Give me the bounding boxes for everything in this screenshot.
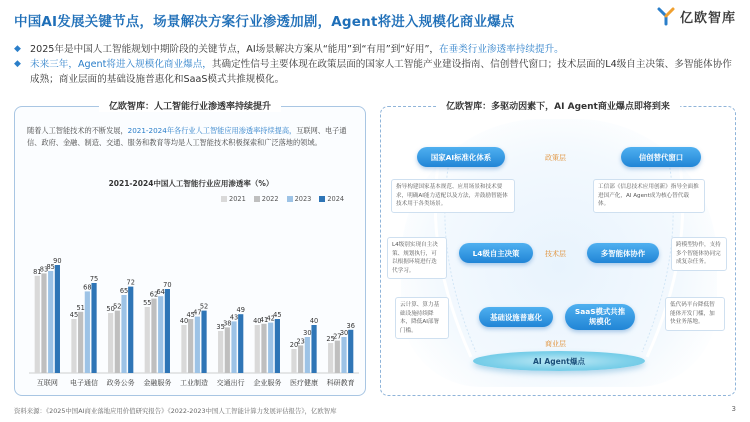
xinchuang-pill: 信创替代窗口 bbox=[621, 147, 701, 167]
bar-value-label: 62 bbox=[149, 290, 159, 299]
penetration-card-title: 亿欧智库：人工智能行业渗透率持续提升 bbox=[99, 99, 281, 112]
x-tick-label: 医疗健康 bbox=[290, 379, 318, 387]
agent-drivers-title: 亿欧智库：多驱动因素下，AI Agent商业爆点即将到来 bbox=[436, 99, 680, 112]
bar-value-label: 40 bbox=[253, 317, 262, 325]
x-tick-label: 电子通信 bbox=[70, 379, 98, 387]
chart-title: 2021-2024中国人工智能行业应用渗透率（%） bbox=[108, 179, 274, 188]
page-title: 中国AI发展关键节点，场景解决方案行业渗透加剧，Agent将进入规模化商业爆点 bbox=[14, 14, 515, 30]
legend-label: 2021 bbox=[229, 195, 246, 203]
bullet1-highlight: 在垂类行业渗透率持续提升。 bbox=[439, 44, 564, 55]
bar-value-label: 50 bbox=[106, 305, 115, 313]
legend-label: 2023 bbox=[294, 195, 312, 203]
legend-item bbox=[221, 195, 246, 203]
saas-pill-line2: 规模化 bbox=[588, 317, 612, 326]
agent-base-label: AI Agent爆点 bbox=[532, 357, 586, 366]
x-tick-label: 金融服务 bbox=[143, 379, 172, 387]
infra-pill: 基础设施普惠化 bbox=[479, 307, 553, 327]
bar-value-label: 35 bbox=[216, 323, 225, 331]
bar bbox=[158, 296, 163, 373]
bar bbox=[341, 337, 346, 373]
bar bbox=[78, 312, 83, 373]
x-tick-label: 企业服务 bbox=[253, 379, 282, 387]
x-tick-label: 工业制造 bbox=[180, 379, 208, 387]
agent-drivers-card bbox=[380, 102, 736, 396]
saas-pill bbox=[565, 304, 635, 330]
bar bbox=[305, 337, 310, 373]
bullet2-rest: 其确定性信号主要体现在政策层面的国家人工智能产业建设指南、信创替代窗口；技术层面的L4级自主决策、多智能体协作成熟；商业层面的基础设施普惠化和SaaS模式共推规模化。 bbox=[30, 59, 732, 85]
bar bbox=[85, 291, 90, 373]
bar bbox=[71, 319, 76, 373]
bar bbox=[238, 314, 243, 373]
bar-value-label: 38 bbox=[223, 319, 232, 328]
legend-item bbox=[254, 195, 279, 203]
bullet-item bbox=[14, 42, 736, 57]
bar bbox=[188, 319, 193, 373]
legend-swatch bbox=[221, 196, 227, 202]
bar bbox=[298, 345, 303, 373]
bar bbox=[35, 276, 40, 373]
bar-value-label: 27 bbox=[333, 332, 342, 341]
bar-value-label: 49 bbox=[236, 306, 245, 315]
bar-value-label: 51 bbox=[76, 303, 85, 312]
x-tick-label: 交通出行 bbox=[216, 379, 245, 387]
bar bbox=[218, 331, 223, 373]
bar-value-label: 20 bbox=[289, 341, 299, 349]
bar bbox=[335, 341, 340, 373]
business-layer-label: 商业层 bbox=[545, 340, 566, 348]
bar-value-label: 30 bbox=[339, 329, 349, 337]
bar-value-label: 41 bbox=[259, 315, 269, 324]
bar-value-label: 43 bbox=[229, 313, 239, 322]
national-ai-standard-pill: 国家AI标准化体系 bbox=[417, 147, 505, 167]
bar bbox=[108, 313, 113, 373]
bar-value-label: 68 bbox=[83, 283, 92, 292]
legend-item bbox=[287, 195, 312, 203]
multi-agent-pill: 多智能体协作 bbox=[587, 243, 659, 263]
bar bbox=[115, 311, 120, 373]
tech-left-note: L4级别实现自主决策、规划执行，可以根据环境进行迭代学习。 bbox=[387, 237, 447, 279]
bar bbox=[291, 349, 296, 373]
bar bbox=[328, 343, 333, 373]
policy-left-note: 指导构建国家基本规范、应用场景和技术要求，明确AI能力适配以及方法，并鼓励智能体技术用于各类场景。 bbox=[391, 179, 515, 213]
legend-swatch bbox=[319, 196, 325, 202]
bullet-item bbox=[14, 57, 736, 87]
source-note: 资料来源：《2025中国AI商业落地应用价值研究报告》《2022-2023中国人工智能计算力发展评估报告》，亿欧智库 bbox=[14, 407, 337, 415]
intro-rest: 互联网、电子通信、政府、金融、制造、交通、服务和教育等均是人工智能技术积极探索和广泛落地的领域。 bbox=[27, 126, 347, 147]
bar-value-label: 75 bbox=[89, 275, 99, 283]
legend-swatch bbox=[254, 196, 260, 202]
x-tick-label: 政务公务 bbox=[106, 379, 135, 387]
bar-value-label: 64 bbox=[156, 288, 165, 297]
summary-bullets bbox=[14, 42, 736, 87]
brand-logo bbox=[656, 6, 736, 26]
page-number: 3 bbox=[731, 405, 736, 413]
bar-value-label: 52 bbox=[113, 302, 122, 311]
biz-left-note: 云计算、算力基础设施持续降本，降低AI部署门槛。 bbox=[395, 297, 449, 339]
bar bbox=[195, 317, 200, 373]
bar bbox=[151, 299, 156, 373]
bar-value-label: 90 bbox=[53, 257, 62, 265]
bar-value-label: 70 bbox=[163, 281, 172, 289]
diamond-bullet-icon: ◆ bbox=[14, 59, 21, 69]
bar-value-label: 42 bbox=[266, 314, 275, 323]
bar bbox=[41, 273, 46, 373]
bar bbox=[145, 307, 150, 373]
bar bbox=[231, 321, 236, 373]
bar-chart bbox=[15, 203, 367, 393]
logo-text: 亿欧智库 bbox=[679, 10, 736, 26]
legend-item bbox=[319, 195, 344, 203]
diamond-bullet-icon: ◆ bbox=[14, 44, 21, 54]
policy-right-note: 工信部《信息技术应用创新》指导全面推进国产化，AI Agent成为核心替代载体。 bbox=[593, 179, 705, 213]
intro-prefix: 随着人工智能技术的不断发展， bbox=[27, 126, 128, 135]
x-tick-label: 科研教育 bbox=[326, 379, 355, 387]
legend-swatch bbox=[287, 196, 293, 202]
logo-icon bbox=[656, 6, 676, 26]
bar-value-label: 45 bbox=[273, 311, 282, 319]
bar-value-label: 45 bbox=[186, 311, 195, 319]
bar bbox=[268, 323, 273, 373]
bar-value-label: 47 bbox=[193, 308, 202, 317]
bar-value-label: 65 bbox=[119, 287, 129, 295]
tech-right-note: 跨模型协作，支持多个智能体协同完成复杂任务。 bbox=[671, 237, 727, 271]
bar-value-label: 45 bbox=[69, 311, 79, 319]
bullet-text bbox=[30, 57, 736, 87]
bar-value-label: 40 bbox=[309, 317, 319, 325]
bar bbox=[275, 319, 280, 373]
bar bbox=[201, 311, 206, 373]
bar-value-label: 25 bbox=[326, 335, 335, 343]
bar-value-label: 52 bbox=[199, 302, 209, 311]
bar-value-label: 30 bbox=[303, 329, 312, 337]
bar-value-label: 85 bbox=[46, 263, 55, 271]
bar bbox=[121, 295, 126, 373]
bar bbox=[311, 325, 316, 373]
tech-layer-label: 技术层 bbox=[545, 250, 566, 258]
bullet1-prefix: 2025年是中国人工智能规划中期阶段的关键节点，AI场景解决方案从“能用”到“有用”到“好用”， bbox=[30, 44, 440, 55]
penetration-card bbox=[14, 102, 366, 396]
bar bbox=[255, 325, 260, 373]
policy-layer-label: 政策层 bbox=[545, 154, 566, 162]
bar bbox=[128, 287, 133, 373]
x-tick-label: 互联网 bbox=[36, 379, 58, 387]
l4-decision-pill: L4级自主决策 bbox=[459, 243, 533, 263]
bar-value-label: 83 bbox=[39, 265, 49, 274]
bullet-text bbox=[30, 42, 736, 57]
legend-label: 2024 bbox=[327, 195, 345, 203]
bullet2-highlight: 未来三年，Agent将进入规模化商业爆点， bbox=[30, 59, 212, 70]
saas-pill-line1: SaaS模式共推 bbox=[574, 307, 626, 316]
bar-value-label: 81 bbox=[33, 267, 42, 276]
bar bbox=[48, 271, 53, 373]
bar bbox=[55, 265, 60, 373]
bar bbox=[225, 327, 230, 373]
bar bbox=[91, 283, 96, 373]
bar bbox=[181, 325, 186, 373]
bar-value-label: 55 bbox=[143, 299, 152, 307]
bar-value-label: 40 bbox=[179, 317, 189, 325]
bar bbox=[348, 330, 353, 373]
biz-right-note: 低代码平台降低智能体开发门槛，加快业务落地。 bbox=[665, 297, 725, 331]
penetration-intro bbox=[27, 125, 357, 148]
bar-value-label: 36 bbox=[346, 321, 355, 330]
chart-legend bbox=[221, 195, 344, 203]
bar bbox=[165, 289, 170, 373]
bar bbox=[261, 324, 266, 373]
legend-label: 2022 bbox=[261, 195, 279, 203]
bar-value-label: 72 bbox=[126, 278, 135, 287]
bar-value-label: 23 bbox=[296, 337, 305, 346]
intro-highlight: 2021-2024年各行业人工智能应用渗透率持续提高， bbox=[127, 126, 297, 135]
